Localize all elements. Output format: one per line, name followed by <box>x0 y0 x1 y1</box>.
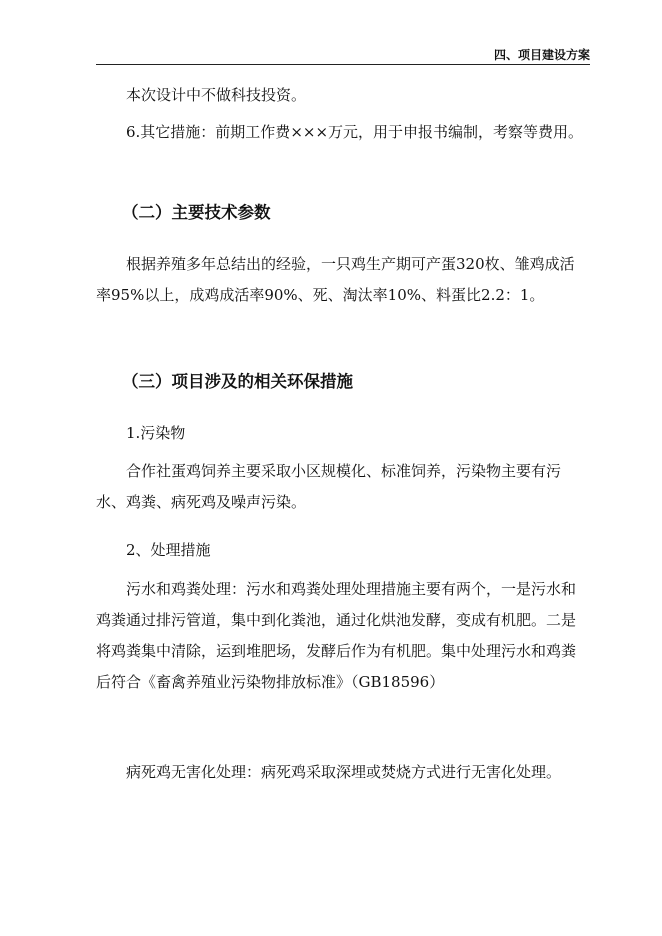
paragraph-treatment-title: 2、处理措施 <box>126 541 211 559</box>
paragraph-pollutants: 合作社蛋鸡饲养主要采取小区规模化、标准饲养，污染物主要有污水、鸡粪、病死鸡及噪声污染。 <box>96 462 562 511</box>
header-title: 四、项目建设方案 <box>493 48 590 62</box>
page-header <box>96 44 590 65</box>
paragraph-tech-params: 根据养殖多年总结出的经验，一只鸡生产期可产蛋320枚、雏鸡成活率95%以上，成鸡成活率90%、死、淘汰率10%、料蛋比2.2：1。 <box>96 255 575 304</box>
paragraph-pollutants-title: 1.污染物 <box>126 424 186 442</box>
paragraph-science-investment: 本次设计中不做科技投资。 <box>126 86 307 104</box>
section-heading-environmental: （三）项目涉及的相关环保措施 <box>122 372 353 391</box>
paragraph-other-measures: 6.其它措施：前期工作费×××万元，用于申报书编制，考察等费用。 <box>126 123 584 141</box>
section-heading-tech-params: （二）主要技术参数 <box>122 203 271 222</box>
paragraph-dead-chicken: 病死鸡无害化处理：病死鸡采取深埋或焚烧方式进行无害化处理。 <box>126 763 562 781</box>
paragraph-manure-treatment: 污水和鸡粪处理：污水和鸡粪处理处理措施主要有两个，一是污水和鸡粪通过排污管道，集中到化粪池，通过化烘池发酵，变成有机肥。二是将鸡粪集中清除，运到堆肥场，发酵后作为有机肥。集中处理污水和鸡粪后符合《畜禽养殖业污染物排放标准》（GB18596） <box>96 580 577 691</box>
